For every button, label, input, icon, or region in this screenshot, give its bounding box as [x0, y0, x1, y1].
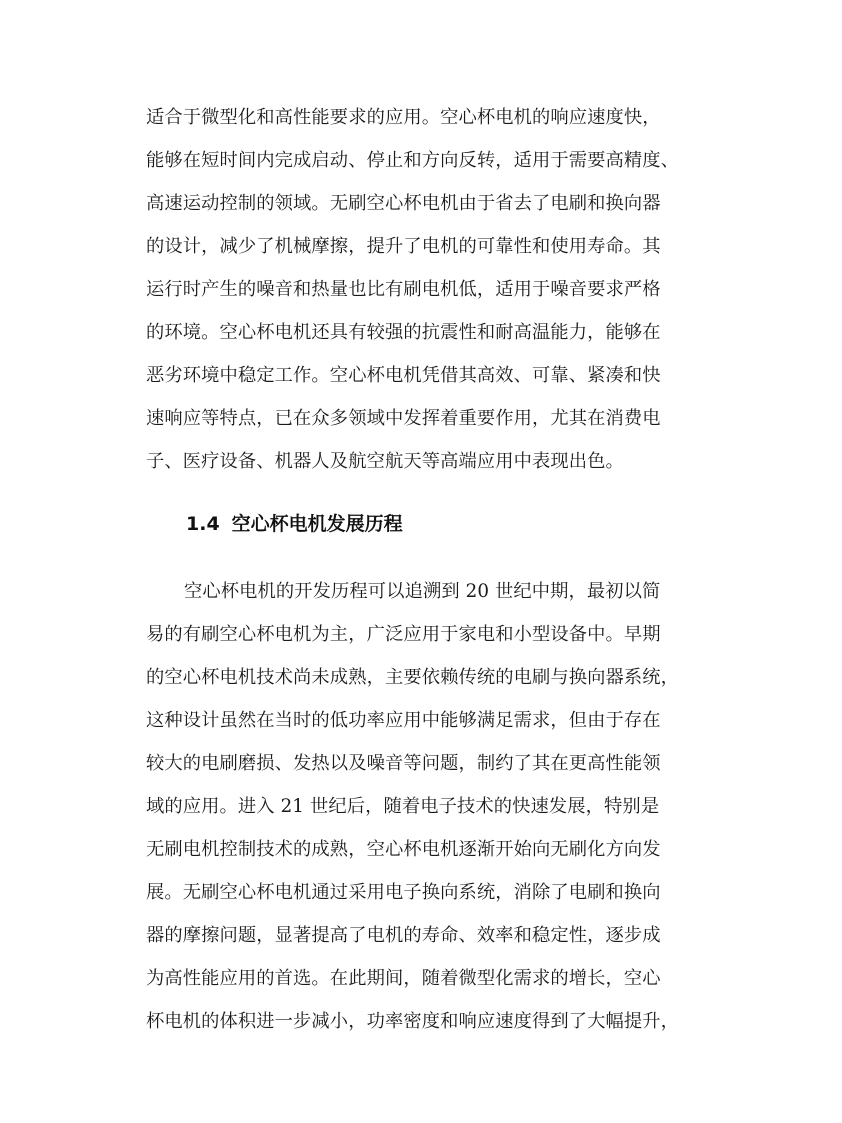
paragraph-line: 恶劣环境中稳定工作。空心杯电机凭借其高效、可靠、紧凑和快: [146, 365, 661, 386]
paragraph-line: 的空心杯电机技术尚未成熟，主要依赖传统的电刷与换向器系统，: [146, 667, 680, 688]
section-title: 空心杯电机发展历程: [231, 513, 403, 535]
section-heading: [186, 511, 403, 537]
paragraph-line: 高速运动控制的领域。无刷空心杯电机由于省去了电刷和换向器: [146, 193, 661, 214]
paragraph-line: 空心杯电机的开发历程可以追溯到 20 世纪中期，最初以简: [184, 581, 661, 602]
section-number: 1.4: [186, 513, 220, 535]
paragraph-line: 器的摩擦问题，显著提高了电机的寿命、效率和稳定性，逐步成: [146, 925, 661, 946]
paragraph-line: 运行时产生的噪音和热量也比有刷电机低，适用于噪音要求严格: [146, 279, 661, 300]
paragraph-line: 能够在短时间内完成启动、停止和方向反转，适用于需要高精度、: [146, 150, 680, 171]
paragraph-line: 为高性能应用的首选。在此期间，随着微型化需求的增长，空心: [146, 968, 661, 989]
paragraph-line: 的设计，减少了机械摩擦，提升了电机的可靠性和使用寿命。其: [146, 236, 661, 257]
paragraph-line: 易的有刷空心杯电机为主，广泛应用于家电和小型设备中。早期: [146, 624, 661, 645]
paragraph-line: 的环境。空心杯电机还具有较强的抗震性和耐高温能力，能够在: [146, 322, 661, 343]
paragraph-line: 较大的电刷磨损、发热以及噪音等问题，制约了其在更高性能领: [146, 753, 661, 774]
paragraph-line: 杯电机的体积进一步减小，功率密度和响应速度得到了大幅提升，: [146, 1011, 680, 1032]
paragraph-line: 展。无刷空心杯电机通过采用电子换向系统，消除了电刷和换向: [146, 882, 661, 903]
paragraph-line: 速响应等特点，已在众多领域中发挥着重要作用，尤其在消费电: [146, 408, 661, 429]
paragraph-line: 这种设计虽然在当时的低功率应用中能够满足需求，但由于存在: [146, 710, 661, 731]
paragraph-line: 域的应用。进入 21 世纪后，随着电子技术的快速发展，特别是: [146, 796, 660, 817]
paragraph-line: 适合于微型化和高性能要求的应用。空心杯电机的响应速度快，: [146, 107, 661, 128]
paragraph-line: 无刷电机控制技术的成熟，空心杯电机逐渐开始向无刷化方向发: [146, 839, 661, 860]
paragraph-line: 子、医疗设备、机器人及航空航天等高端应用中表现出色。: [146, 451, 624, 472]
